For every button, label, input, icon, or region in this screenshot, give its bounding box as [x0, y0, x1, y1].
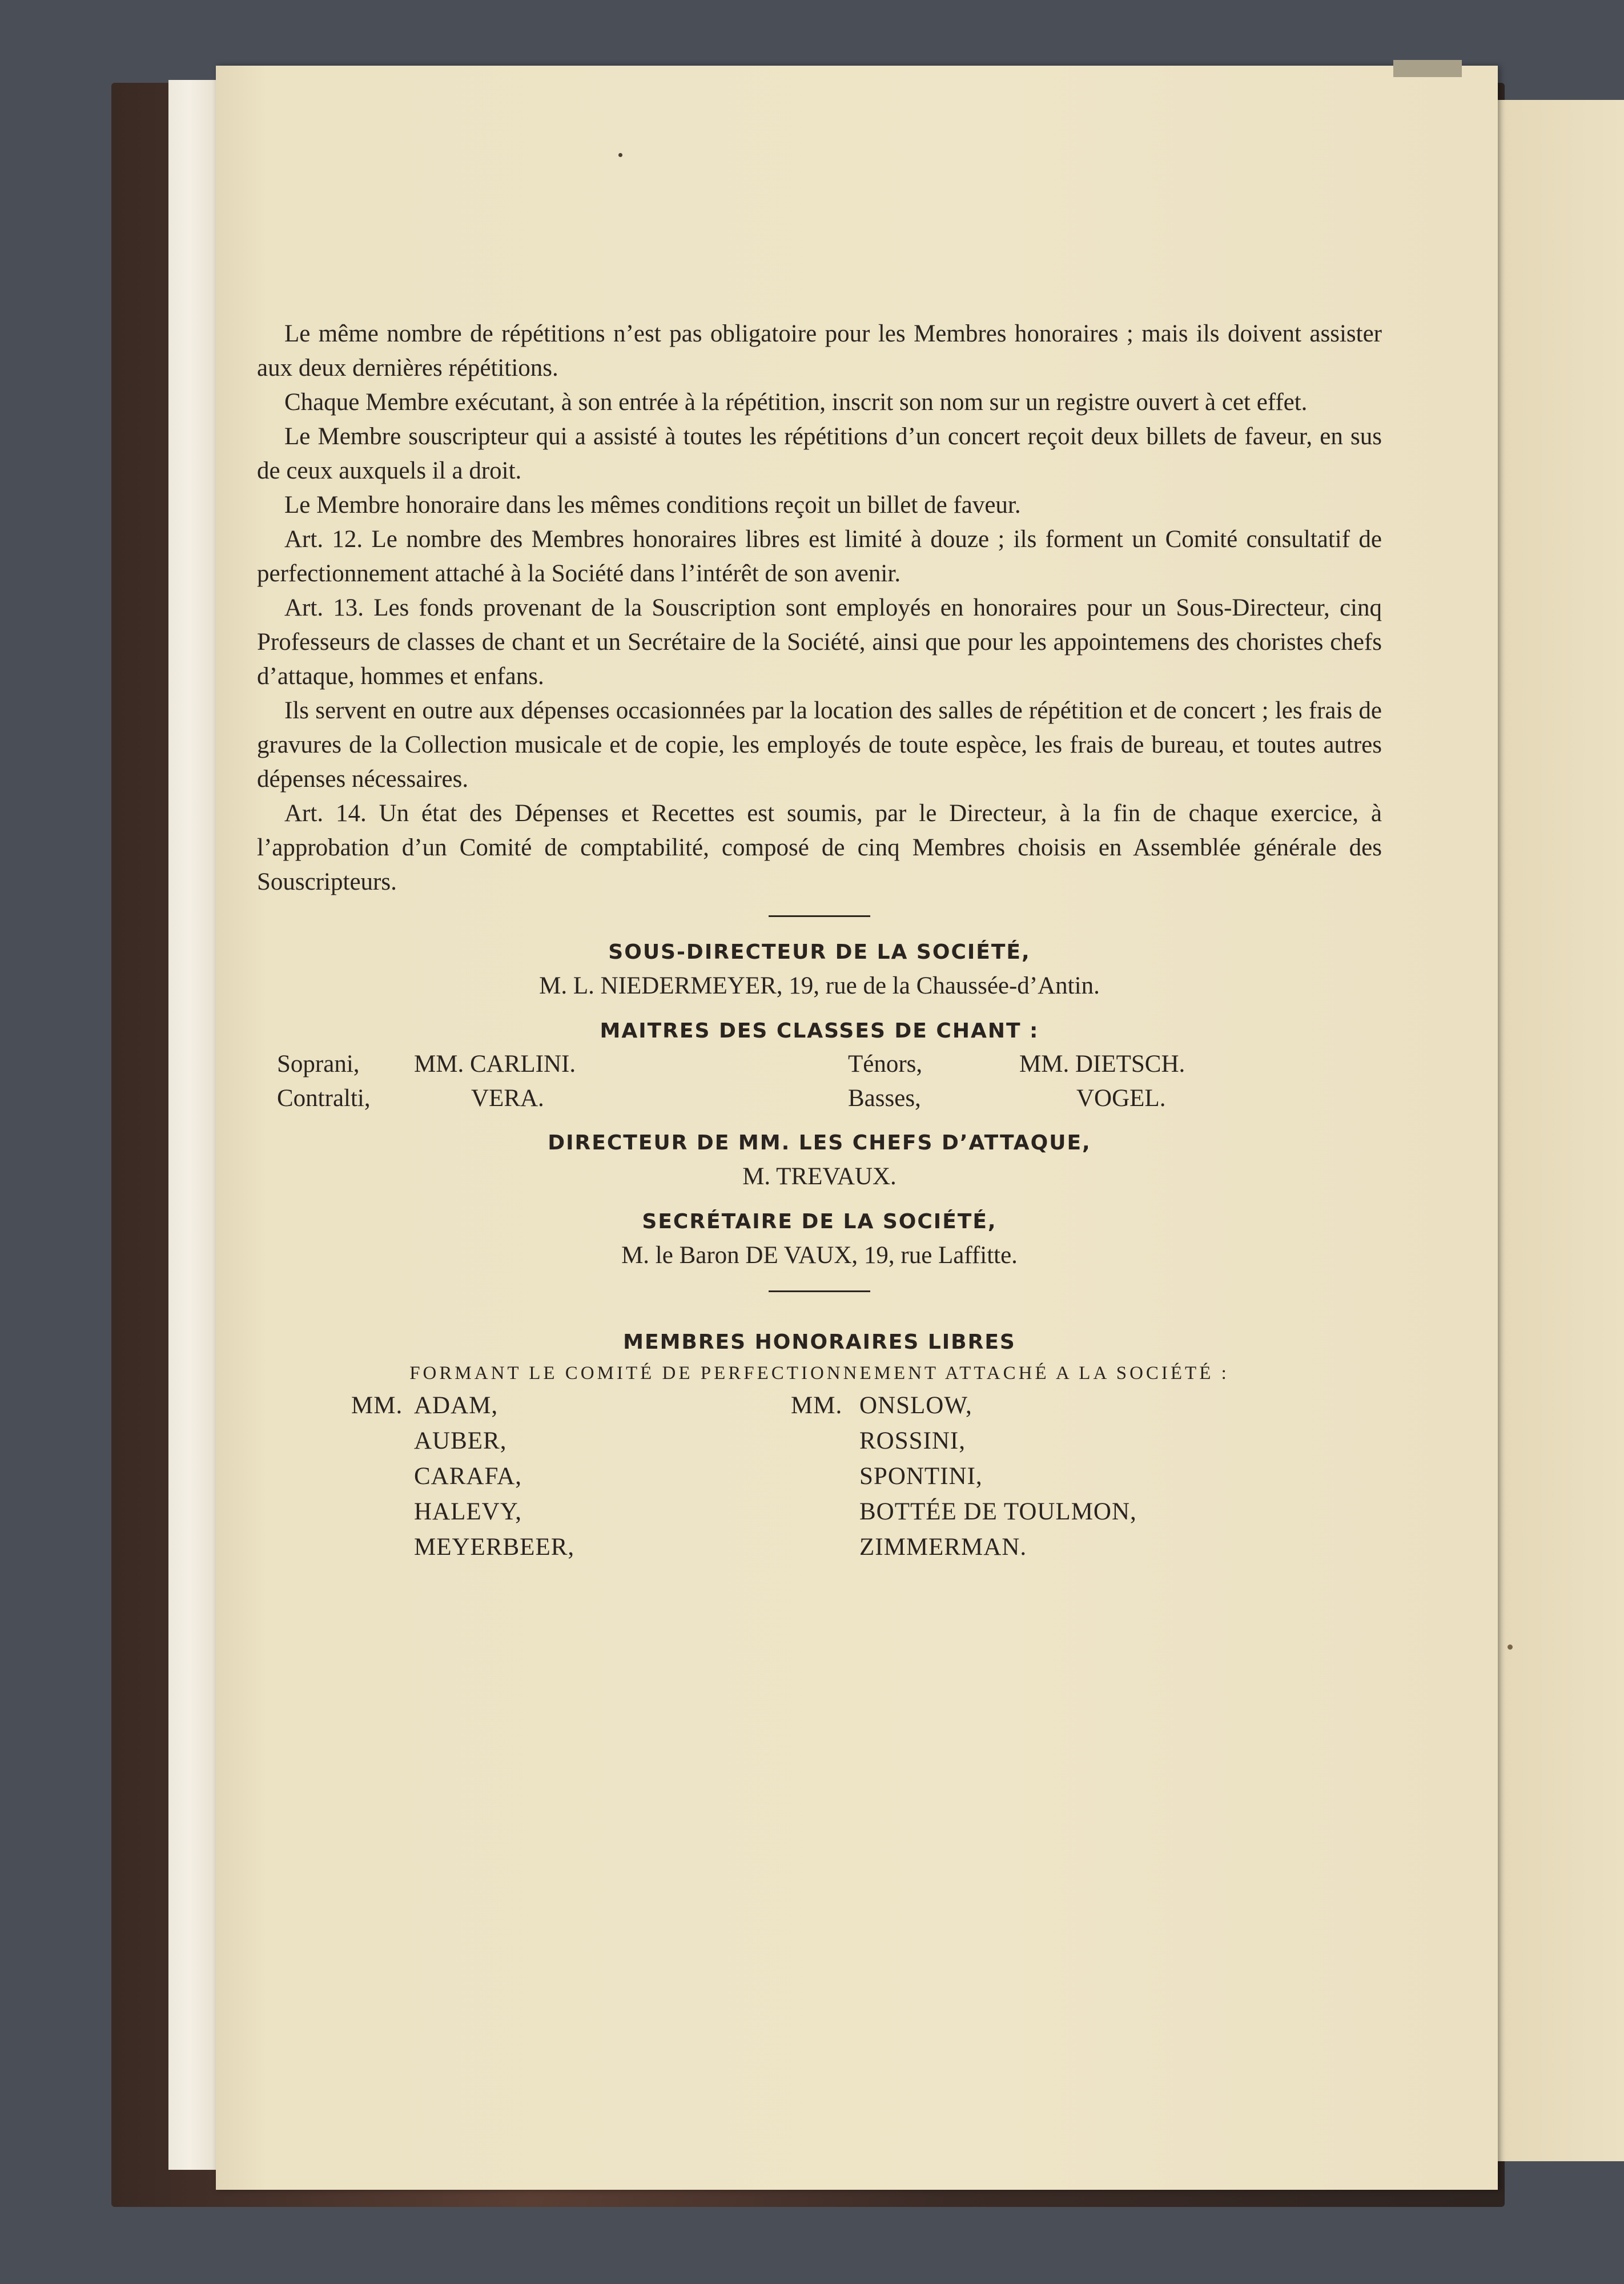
honorific: MM.	[351, 1392, 403, 1419]
member-name: AUBER,	[414, 1427, 507, 1454]
member-name: BOTTÉE DE TOULMON,	[859, 1498, 1137, 1525]
section-heading: SECRÉTAIRE DE LA SOCIÉTÉ,	[642, 1210, 997, 1233]
teacher-name: MM. CARLINI.	[414, 1051, 576, 1077]
teacher-name: VOGEL.	[1076, 1085, 1166, 1112]
paragraph: Art. 14. Un état des Dépenses et Recettes est soumis, par le Directeur, à la fin de chaque exercice, à l’approbation d’un Comité de comptabilité, composé de cinq Membres choisis en Assemblée générale des Souscripteurs.	[257, 800, 1382, 895]
section-heading: MAITRES DES CLASSES DE CHANT :	[600, 1019, 1039, 1043]
paragraph: Art. 12. Le nombre des Membres honoraires libres est limité à douze ; ils forment un Comité consultatif de perfectionnement attaché à la Société dans l’intérêt de son avenir.	[257, 526, 1382, 587]
facing-page-edge	[1485, 100, 1624, 2161]
paragraph: Le Membre souscripteur qui a assisté à toutes les répétitions d’un concert reçoit deux billets de faveur, en sus de ceux auxquels il a droit.	[257, 423, 1382, 484]
voice-label: Ténors,	[848, 1051, 923, 1077]
member-name: ZIMMERMAN.	[859, 1534, 1027, 1561]
section-heading: MEMBRES HONORAIRES LIBRES	[623, 1330, 1016, 1354]
voice-label: Basses,	[848, 1085, 921, 1112]
paragraph: Le Membre honoraire dans les mêmes conditions reçoit un billet de faveur.	[284, 492, 1021, 518]
divider-rule	[769, 1290, 870, 1292]
ink-speck	[618, 153, 622, 157]
member-name: SPONTINI,	[859, 1463, 983, 1490]
member-name: ROSSINI,	[859, 1427, 966, 1454]
teachers-list	[277, 1047, 1382, 1116]
honorary-members-list	[351, 1388, 1382, 1565]
officer-name: M. le Baron DE VAUX, 19, rue Laffitte.	[621, 1242, 1018, 1269]
page-text	[257, 317, 1382, 1565]
section-heading: SOUS-DIRECTEUR DE LA SOCIÉTÉ,	[608, 940, 1031, 964]
teacher-name: VERA.	[471, 1085, 544, 1112]
paragraph: Ils servent en outre aux dépenses occasionnées par la location des salles de répétition et de concert ; les frais de gravures de la Collection musicale et de copie, les employés de toute espèce, les frais de bureau, et toutes autres dépenses nécessaires.	[257, 697, 1382, 793]
section-heading: DIRECTEUR DE MM. LES CHEFS D’ATTAQUE,	[548, 1131, 1091, 1155]
member-name: ONSLOW,	[859, 1392, 972, 1419]
paragraph: Chaque Membre exécutant, à son entrée à la répétition, inscrit son nom sur un registre ouvert à cet effet.	[284, 389, 1308, 416]
member-name: MEYERBEER,	[414, 1534, 575, 1561]
ink-speck	[1508, 1644, 1513, 1650]
officer-name: M. L. NIEDERMEYER, 19, rue de la Chaussée-d’Antin.	[539, 972, 1100, 999]
honorific: MM.	[791, 1392, 843, 1419]
member-name: CARAFA,	[414, 1463, 522, 1490]
member-name: HALEVY,	[414, 1498, 522, 1525]
page-stack-edge	[168, 80, 221, 2170]
paragraph: Art. 13. Les fonds provenant de la Souscription sont employés en honoraires pour un Sous-Directeur, cinq Professeurs de classes de chant et un Secrétaire de la Société, ainsi que pour les appointemens des choristes chefs d’attaque, hommes et enfans.	[257, 594, 1382, 690]
divider-rule	[769, 915, 870, 917]
paragraph: Le même nombre de répétitions n’est pas obligatoire pour les Membres honoraires ; mais ils doivent assister aux deux dernières répétitions.	[257, 320, 1382, 381]
member-name: ADAM,	[414, 1392, 499, 1419]
cloth-tab	[1393, 60, 1462, 77]
voice-label: Contralti,	[277, 1085, 371, 1112]
voice-label: Soprani,	[277, 1051, 360, 1077]
teacher-name: MM. DIETSCH.	[1019, 1051, 1185, 1077]
officer-name: M. TREVAUX.	[742, 1163, 897, 1190]
section-subheading: FORMANT LE COMITÉ DE PERFECTIONNEMENT ATTACHÉ A LA SOCIÉTÉ :	[409, 1363, 1229, 1384]
